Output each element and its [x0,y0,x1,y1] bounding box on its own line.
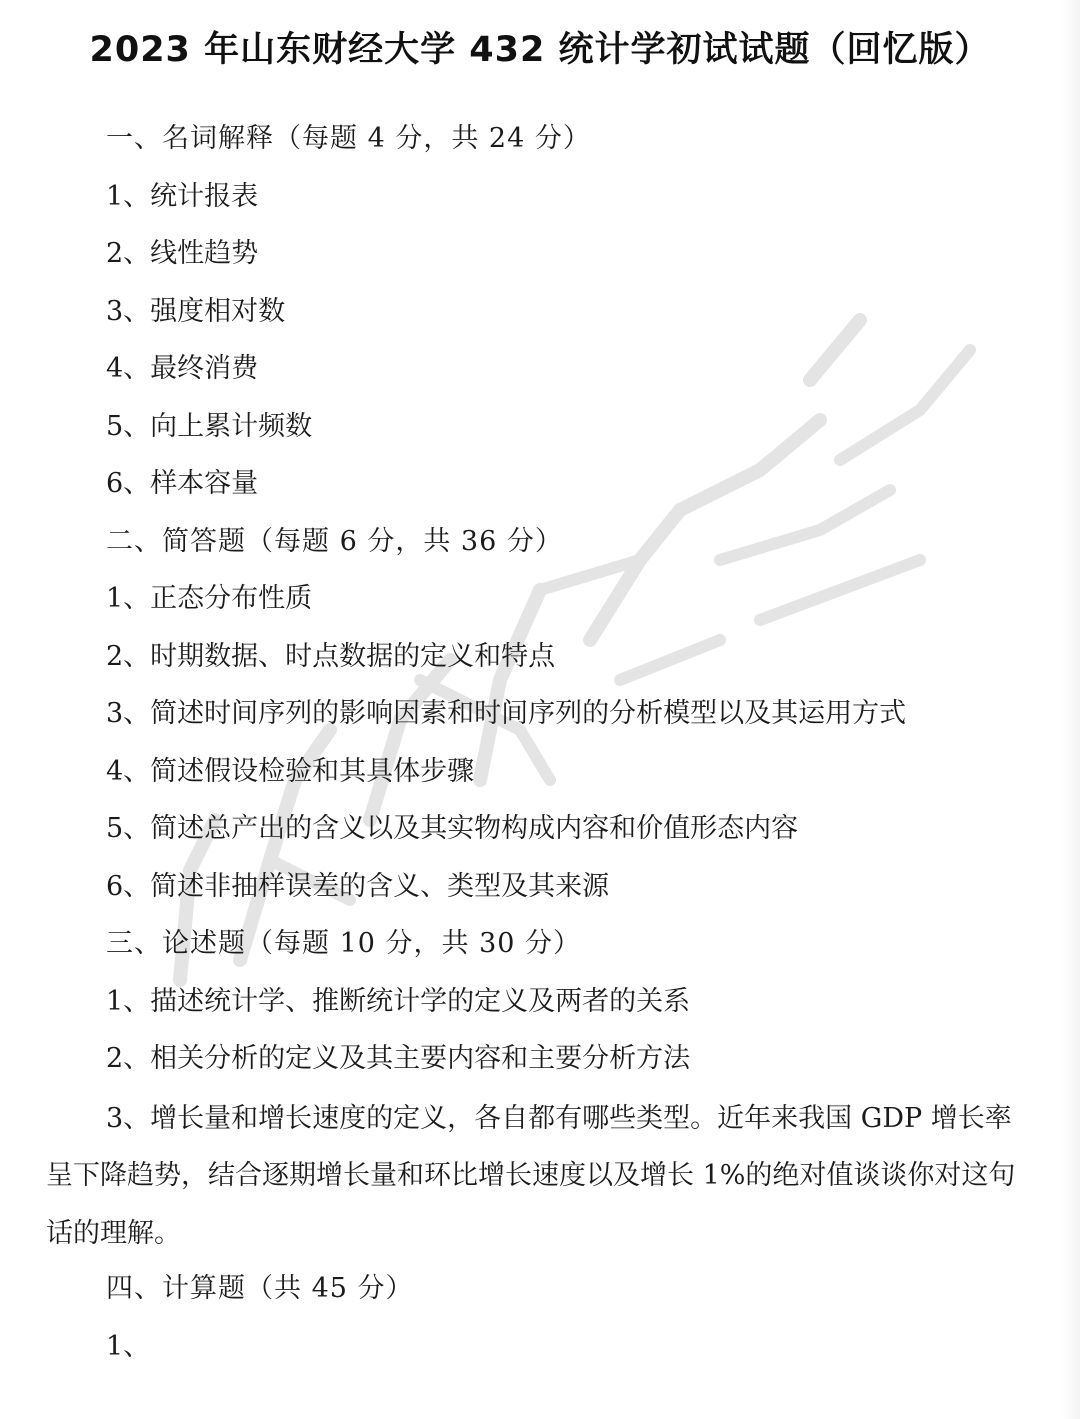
question-item: 3、简述时间序列的影响因素和时间序列的分析模型以及其运用方式 [106,698,907,729]
page-edge-shadow [1062,0,1080,1419]
question-item: 1、 [106,1330,151,1362]
section-heading: 四、计算题（共 45 分） [106,1273,414,1304]
question-paragraph [46,1090,1031,1263]
question-item: 2、相关分析的定义及其主要内容和主要分析方法 [106,1043,691,1074]
question-paragraph-text: 3、增长量和增长速度的定义，各自都有哪些类型。近年来我国 GDP 增长率呈下降趋势，结合逐期增长量和环比增长速度以及增长 1%的绝对值谈谈你对这句话的理解。 [46,1102,1016,1249]
section-heading: 一、名词解释（每题 4 分，共 24 分） [106,123,591,154]
question-item: 2、时期数据、时点数据的定义和特点 [106,640,556,672]
section-heading: 二、简答题（每题 6 分，共 36 分） [106,525,563,557]
question-item: 4、简述假设检验和其具体步骤 [106,755,475,787]
question-item: 3、强度相对数 [106,295,286,327]
question-item: 5、向上累计频数 [106,410,313,442]
question-item: 6、样本容量 [106,468,259,499]
question-item: 1、统计报表 [106,180,259,212]
question-item: 1、描述统计学、推断统计学的定义及两者的关系 [106,985,691,1017]
question-item: 6、简述非抽样误差的含义、类型及其来源 [106,870,610,902]
question-item: 5、简述总产出的含义以及其实物构成内容和价值形态内容 [106,813,799,844]
document-title: 2023 年山东财经大学 432 统计学初试试题（回忆版） [89,30,991,70]
question-item: 4、最终消费 [106,353,259,384]
section-heading: 三、论述题（每题 10 分，共 30 分） [106,928,582,959]
question-item: 1、正态分布性质 [106,583,313,614]
question-item: 2、线性趋势 [106,238,259,269]
